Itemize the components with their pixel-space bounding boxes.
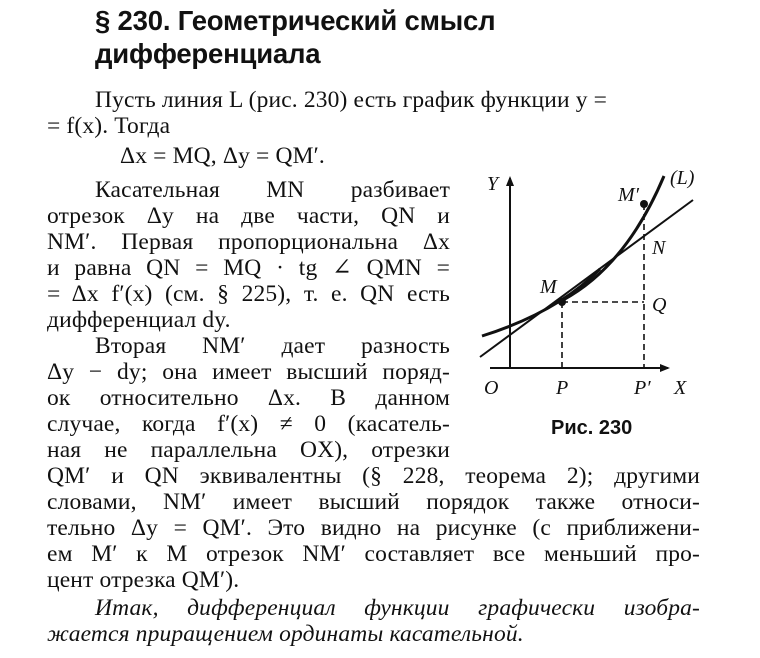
paragraph-3-line-5: ная не параллельна OX), отрезки [47, 437, 450, 463]
paragraph-3-line-9: ем M′ к M отрезок NM′ составляет все меньший про- [47, 541, 700, 567]
formula-increments: Δx = MQ, Δy = QM′. [120, 143, 325, 169]
paragraph-2-line-3: NM′. Первая пропорциональна Δx [47, 229, 450, 255]
tangent-line-mn [480, 200, 693, 357]
label-point-p: P [556, 377, 569, 399]
paragraph-2-line-4: и равна QN = MQ · tg ∠ QMN = [47, 255, 450, 281]
label-point-q: Q [652, 294, 667, 316]
paragraph-3-line-7: словами, NM′ имеет высший порядок также относи- [47, 489, 700, 515]
label-point-m: M [540, 276, 557, 298]
label-x-axis: X [674, 377, 687, 399]
figure-230 [478, 162, 728, 452]
curve-l-upper [563, 176, 664, 300]
paragraph-3-line-3: ок относительно Δx. В данном [47, 385, 450, 411]
paragraph-3-line-4: случае, когда f′(x) ≠ 0 (касатель- [47, 411, 450, 437]
section-title-line-1: § 230. Геометрический смысл [95, 5, 496, 36]
paragraph-2-line-6: дифференциал dy. [47, 307, 231, 333]
paragraph-3-line-6: QM′ и QN эквивалентны (§ 228, теорема 2); другими [47, 463, 700, 489]
point-m-dot [558, 298, 566, 306]
paragraph-3-line-2: Δy − dy; она имеет высший поряд- [47, 359, 450, 385]
figure-caption: Рис. 230 [551, 417, 633, 439]
paragraph-2-line-5: = Δx f′(x) (см. § 225), т. е. QN есть [47, 281, 450, 307]
section-heading [95, 4, 495, 70]
label-y-axis: Y [487, 173, 499, 195]
label-origin: O [484, 377, 499, 399]
conclusion-line-2: жается приращением ординаты касательной. [47, 621, 524, 647]
conclusion-line-1: Итак, дифференциал функции графически изобра- [95, 595, 700, 621]
paragraph-3-line-8: тельно Δy = QM′. Это видно на рисунке (с приближени- [47, 515, 700, 541]
paragraph-2-line-1: Касательная MN разбивает [95, 177, 450, 203]
point-m-prime-dot [640, 200, 648, 208]
label-point-m-prime: M′ [618, 184, 640, 206]
label-curve-l: (L) [670, 167, 695, 189]
label-point-p-prime: P′ [634, 377, 651, 399]
paragraph-3-line-1: Вторая NM′ дает разность [95, 333, 450, 359]
paragraph-2-line-2: отрезок Δy на две части, QN и [47, 203, 450, 229]
paragraph-1-line-1: Пусть линия L (рис. 230) есть график функции y = [95, 87, 608, 113]
label-point-n: N [652, 237, 666, 259]
section-title-line-2: дифференциала [95, 38, 321, 69]
paragraph-3-line-10: цент отрезка QM′). [47, 567, 240, 593]
figure-230-diagram [478, 162, 728, 452]
paragraph-1-line-2: = f(x). Тогда [47, 113, 171, 139]
